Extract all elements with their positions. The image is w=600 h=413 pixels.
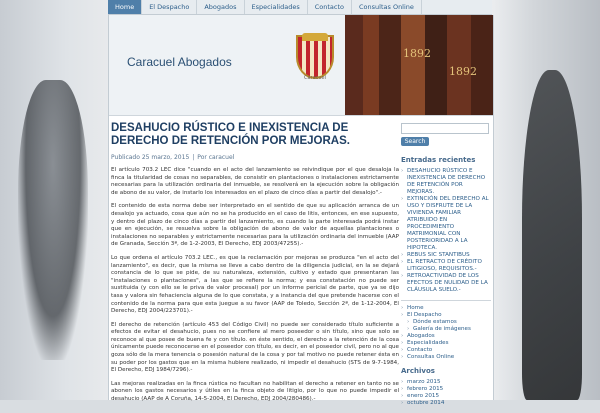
main-content: [109, 116, 399, 410]
page-link-especialidades[interactable]: › Especialidades: [401, 340, 491, 347]
recent-post-link[interactable]: › EL RETRACTO DE CRÉDITO LITIGIOSO, REQUISITOS.-: [401, 259, 491, 273]
page-link-consultas-online[interactable]: › Consultas Online: [401, 354, 491, 361]
archive-link[interactable]: › febrero 2015: [401, 386, 491, 393]
archives-title: Archivos: [401, 367, 435, 375]
sidebar: [401, 123, 491, 413]
page-link-galeria[interactable]: › Galería de imágenes: [401, 326, 491, 333]
post-title[interactable]: DESAHUCIO RÚSTICO E INEXISTENCIA DE DERECHO DE RETENCIÓN POR MEJORAS.: [111, 122, 350, 147]
post-paragraph: El contenido de esta norma debe ser interpretado en el sentido de que su aplicación arranca de un desalojo ya actuado, cosa que aún no se ha producido en el caso de litis, entonces, en ese supuesto, y dentro del plazo de cinco días a partir del lanzamiento, es cuando la parte interesada podrá instar que en ejecución, se resuelva sobre la obligación de abono de valor de aquellas plantaciones o instalaciones no separables y estrictamente necesarias para la utilización ordinaria del inmueble (AAP de Granada, Sección 3ª, de 1-2-2003, El Derecho, EDJ 2003/47255).-: [111, 203, 399, 248]
search-button[interactable]: Search: [401, 137, 429, 146]
recent-posts-list: [401, 168, 491, 294]
pages-list: [401, 305, 491, 361]
crown-icon: [302, 33, 328, 41]
archive-link[interactable]: › marzo 2015: [401, 379, 491, 386]
nav-item-consultas-online[interactable]: Consultas Online: [352, 0, 422, 14]
post-date: Publicado 25 marzo, 2015: [111, 154, 190, 161]
page-link-el-despacho[interactable]: › El Despacho: [401, 312, 491, 319]
book-spine-number: 1892: [403, 47, 431, 60]
nav-item-especialidades[interactable]: Especialidades: [245, 0, 308, 14]
archive-link[interactable]: › octubre 2014: [401, 400, 491, 407]
recent-post-link[interactable]: › DESAHUCIO RÚSTICO E INEXISTENCIA DE DERECHO DE RETENCIÓN POR MEJORAS.: [401, 168, 491, 196]
nav-item-el-despacho[interactable]: El Despacho: [142, 0, 197, 14]
post-paragraph: El artículo 703.2 LEC dice "cuando en el acto del lanzamiento se reivindique por el que desaloja la finca la titularidad de cosas no separables, de consistir en plantaciones o instalaciones estrictamente necesarias para la utilización ordinaria del inmueble, se resolverá en la ejecución sobre la obligación de abono de su valor, de instarlo los interesados en el plazo de cinco días a partir del desalojo".-: [111, 167, 399, 196]
page-link-contacto[interactable]: › Contacto: [401, 347, 491, 354]
archive-link[interactable]: › enero 2015: [401, 393, 491, 400]
recent-post-link[interactable]: › RETROACTIVIDAD DE LOS EFECTOS DE NULIDAD DE LA CLÁUSULA SUELO.-: [401, 273, 491, 294]
background-left: [0, 0, 110, 400]
book-spine-number: 1892: [449, 65, 477, 78]
page-link-home[interactable]: › Home: [401, 305, 491, 312]
post-paragraph: El derecho de retención (artículo 453 del Código Civil) no puede ser considerado título suficiente a efectos de evitar el desahucio, pues no se confiere al mero poseedor o sin título, sino que solo se reconoce al que posee de buena fe y con título. en éste sentido, el derecho a la retención de la cosa únicamente puede reconocerse en el poseedor con título, es decir, en el poseedor civil, pero no al que goza sólo de la mera tenencia o posesión natural de la cosa y por tal motivo no puede retener ésta en su poder por los gastos que en la misma hubiere realizado, ni impedir el desahucio (STS de 9-7-1984, El Derecho, EDJ 1984/7296).-: [111, 321, 399, 374]
page-link-donde-estamos[interactable]: › Dónde estamos: [401, 319, 491, 326]
site-title[interactable]: Caracuel Abogados: [127, 55, 232, 69]
page-container: [108, 15, 494, 406]
post-paragraph: Lo que ordena el artículo 703.2 LEC., es que la reclamación por mejoras se produzca "en el acto del lanzamiento", es decir, que la misma se lleve a cabo dentro de la diligencia judicial, en la se dejará constancia de lo que se pide, de su naturaleza, extensión, cultivo y estado que presentaran las "instalaciones o plantaciones", a las que se refiere la norma; y esa constatación no puede ser sustituida (y con ello se le priva de valor procesal) por un informe pericial de parte, que ya se dijo tasa y valora sin fehaciencia alguna de lo que constata, y a instancia del que pretende hacerse con el contenido de la norma para que esta juegue a su favor (AAP de Toledo, Sección 2ª, de 1-12-2004, El Derecho, EDJ 2004/223701).-: [111, 254, 399, 315]
archives-list: [401, 379, 491, 407]
shield-icon: [296, 35, 334, 79]
logo-caption: Caracuel: [303, 75, 327, 81]
top-navigation: [108, 0, 492, 15]
law-books-image: [345, 15, 493, 115]
nav-item-contacto[interactable]: Contacto: [308, 0, 352, 14]
page-link-abogados[interactable]: › Abogados: [401, 333, 491, 340]
recent-posts-title: Entradas recientes: [401, 156, 476, 164]
post: [111, 122, 399, 404]
search-input[interactable]: [401, 123, 489, 134]
site-header: [109, 15, 493, 116]
coat-of-arms-logo: [287, 23, 343, 109]
background-right: [490, 0, 600, 400]
walking-man-image: [522, 70, 582, 400]
divider: [401, 300, 491, 301]
post-author[interactable]: Por caracuel: [197, 154, 235, 161]
recent-post-link[interactable]: › EXTINCIÓN DEL DERECHO AL USO Y DISFRUTE DE LA VIVIENDA FAMILIAR ATRIBUIDO EN PROCEDIMIENTO MATRIMONIAL CON POSTERIORIDAD A LA HIPOTECA.: [401, 196, 491, 252]
post-meta: Publicado 25 marzo, 2015 | Por caracuel: [111, 154, 235, 161]
nav-item-abogados[interactable]: Abogados: [197, 0, 244, 14]
recent-post-link[interactable]: › REBUS SIC STANTIBUS: [401, 252, 491, 259]
search-form: [401, 123, 491, 146]
nav-item-home[interactable]: Home: [108, 0, 142, 14]
post-paragraph: Las mejoras realizadas en la finca rústica no facultan no habilitan el derecho a retener en tanto no se abonen los gastos necesarios y útiles en la finca objeto de litigio, por lo que no puede impedir el desahucio (AAP de A Coruña, 14-5-2004, El Derecho, EDJ 2004/280486).-: [111, 380, 399, 403]
justice-statue-image: [18, 80, 88, 360]
